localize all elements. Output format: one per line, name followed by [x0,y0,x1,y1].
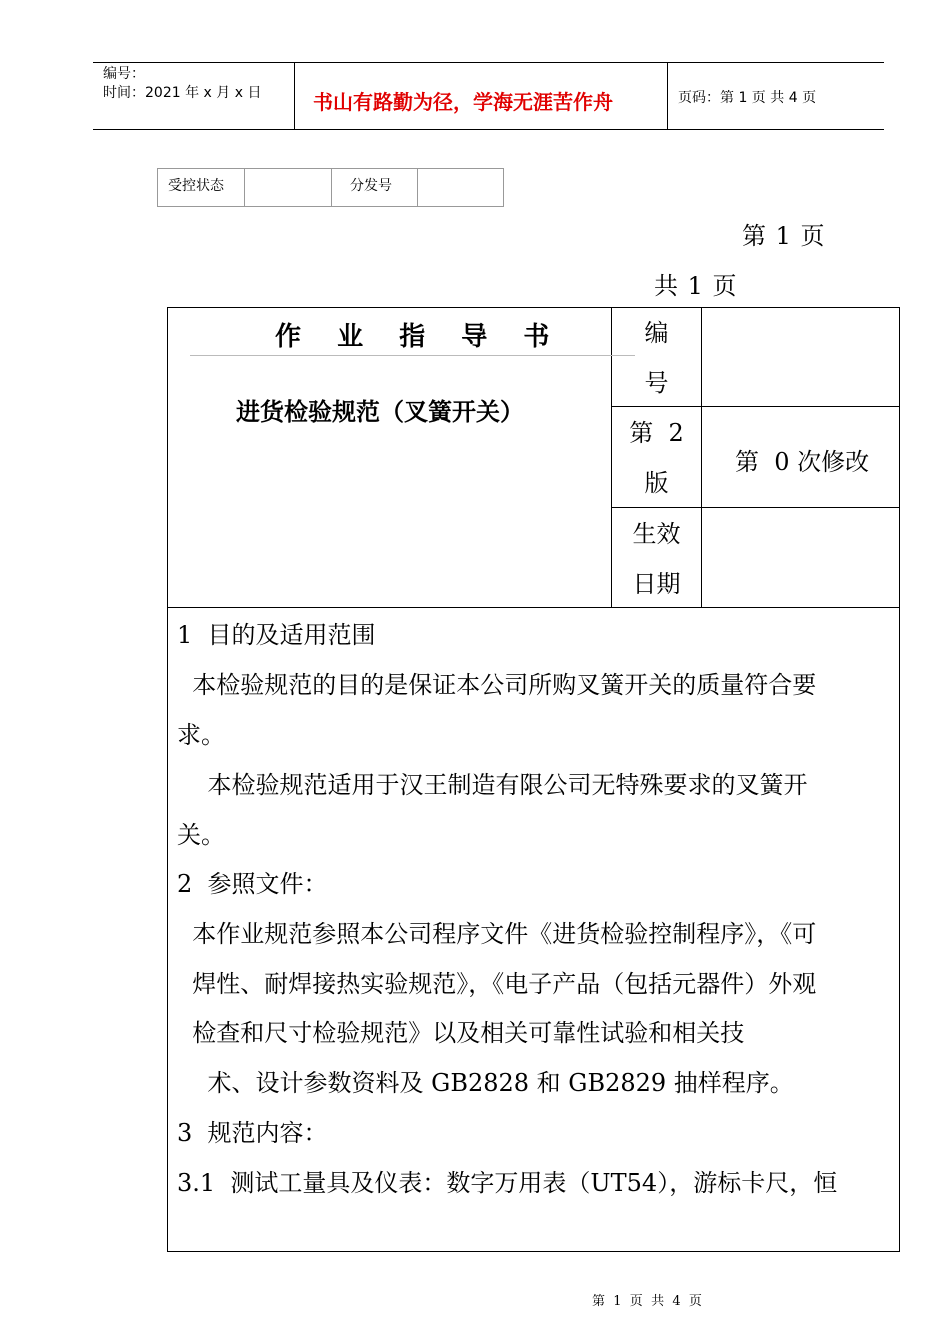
body-line-6: 2 参照文件： [177,870,328,898]
body-line-8: 焊性、耐焊接热实验规范》，《电子产品（包括元器件）外观 [177,970,817,998]
head-bottom-rule [167,607,900,608]
number-label-line2: 号 [644,369,669,397]
page-indicator-current: 第 1 页 [742,222,826,250]
doc-subtitle: 进货检验规范（叉簧开关） [236,397,524,426]
effective-date-line2: 日期 [632,570,681,598]
control-table [157,168,504,207]
control-status-label: 受控状态 [158,169,245,207]
body-line-1: 1 目的及适用范围 [177,621,376,649]
number-label [612,308,701,408]
body-line-11: 3 规范内容： [177,1119,328,1147]
footer-page-text: 第 1 页 共 4 页 [592,1294,702,1309]
header-top-rule [93,62,884,63]
version-label [612,408,701,508]
body-line-5: 关。 [177,821,225,849]
body-line-3: 求。 [177,721,225,749]
header-time-label: 时间：2021 年 x 月 x 日 [103,85,262,101]
control-distribution-value [418,169,504,207]
page-indicator-total: 共 1 页 [654,272,738,300]
doc-title: 作 业 指 导 书 [275,322,556,352]
header-bottom-rule [93,129,884,130]
header-divider-1 [294,62,295,129]
effective-date-label [612,509,701,609]
header-page-code: 页码：第 1 页 共 4 页 [678,90,817,106]
body-line-10: 术、设计参数资料及 GB2828 和 GB2829 抽样程序。 [177,1069,794,1097]
version-label-line1: 第 2 [629,419,684,447]
title-underline [190,355,635,356]
body-line-7: 本作业规范参照本公司程序文件《进货检验控制程序》，《可 [177,920,817,948]
control-distribution-label: 分发号 [332,169,418,207]
body-line-4: 本检验规范适用于汉王制造有限公司无特殊要求的叉簧开 [177,771,808,799]
number-label-line1: 编 [644,319,669,347]
body-line-12: 3.1 测试工量具及仪表：数字万用表（UT54），游标卡尺，恒 [177,1169,838,1197]
header-motto: 书山有路勤为径，学海无涯苦作舟 [313,90,613,114]
control-status-value [245,169,332,207]
version-label-line2: 版 [644,469,669,497]
body-line-9: 检查和尺寸检验规范》以及相关可靠性试验和相关技 [177,1019,745,1047]
header-number-label: 编号： [103,66,145,82]
header-divider-2 [667,62,668,129]
body-line-2: 本检验规范的目的是保证本公司所购叉簧开关的质量符合要 [177,671,817,699]
effective-date-line1: 生效 [632,520,681,548]
revision-value: 第 0 次修改 [735,448,870,476]
head-divider-right [701,307,702,607]
